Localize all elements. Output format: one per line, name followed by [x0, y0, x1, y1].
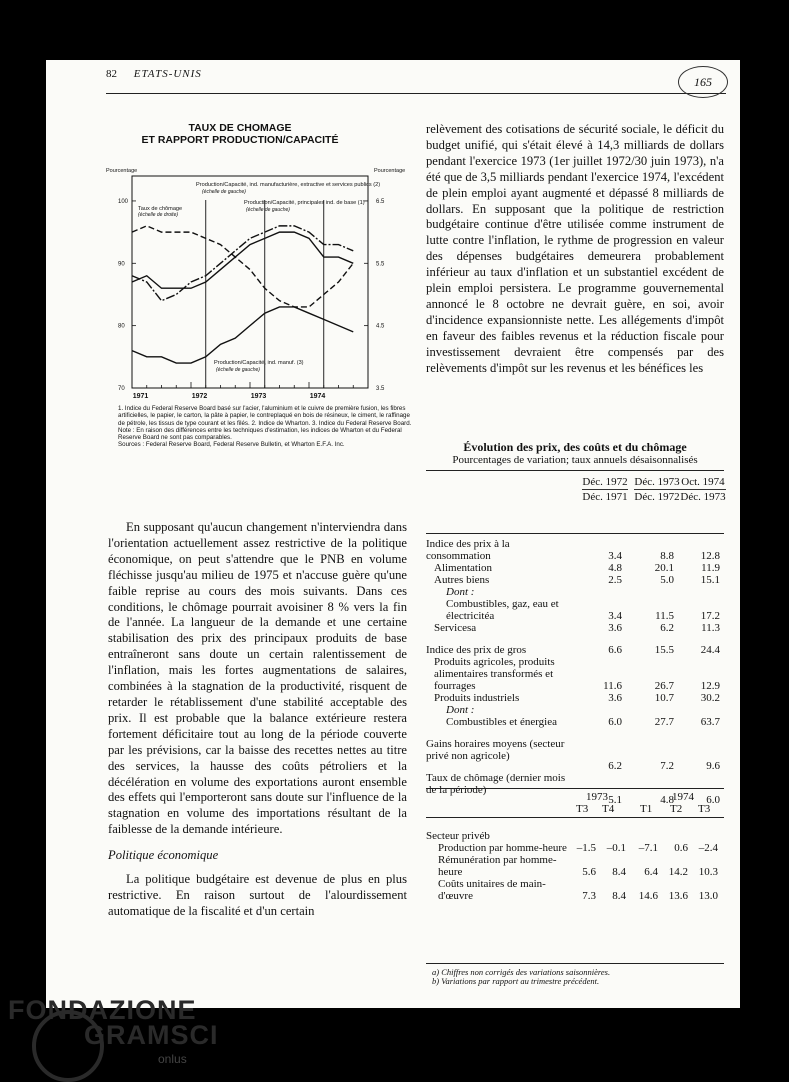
table-cell: 11.5: [655, 610, 674, 622]
table-cell: 11.3: [701, 622, 720, 634]
table-cell: 8.8: [660, 550, 674, 562]
table-column-headers: [426, 471, 724, 534]
table-cell: 5.1: [608, 794, 622, 806]
cost-cell: –7.1: [638, 842, 658, 854]
quarter-label: T3: [698, 803, 711, 815]
table-cell: 6.6: [608, 644, 622, 656]
column-header-3: [680, 477, 726, 503]
x-tick-label: 1973: [250, 393, 267, 400]
right-column: [426, 122, 724, 377]
table-bottom-rule: [426, 963, 724, 964]
quarter-label: T1: [640, 803, 653, 815]
column-header-top: Déc. 1972: [582, 476, 628, 488]
table-cell: 2.5: [608, 574, 622, 586]
right-axis-label: Pourcentage: [374, 168, 406, 174]
chart-note-3: Sources : Federal Reserve Board, Federal Reserve Bulletin, et Wharton E.F.A. Inc.: [118, 441, 345, 449]
table-cell: 5.0: [660, 574, 674, 586]
table-subtitle: Pourcentages de variation; taux annuels désaisonnalisés: [452, 454, 698, 466]
cost-cell: –2.4: [698, 842, 718, 854]
annotation: Production/Capacité, principales ind. de base (1): [244, 200, 365, 206]
column-header-2: [634, 477, 680, 503]
chart-title-line2: ET RAPPORT PRODUCTION/CAPACITÉ: [141, 134, 339, 146]
table-row-label: Autres biens: [434, 574, 490, 586]
annotation: Taux de chômage: [138, 206, 183, 212]
page-header: [106, 68, 202, 80]
cost-table-body: [426, 818, 724, 958]
table-cell: 4.8: [608, 562, 622, 574]
x-tick-label: 1974: [309, 393, 326, 400]
cost-row-label: Coûts unitaires de main-d'œuvre: [438, 878, 546, 902]
cost-cell: –0.1: [606, 842, 626, 854]
left-axis-label: Pourcentage: [106, 168, 138, 174]
year-1973: 1973: [586, 791, 608, 803]
table-row-label: Dont :: [446, 586, 475, 598]
document-page: [46, 60, 740, 1008]
header-rule: [106, 93, 726, 94]
table-cell: 15.5: [654, 644, 674, 656]
column-header-top: Déc. 1973: [634, 476, 680, 488]
left-tick-label: 100: [118, 198, 129, 205]
watermark-line2: GRAMSCI: [84, 1020, 219, 1050]
quarter-label: T2: [670, 803, 683, 815]
chart-notes: [118, 405, 418, 449]
footnote-b: b) Variations par rapport au trimestre précédent.: [432, 976, 600, 986]
cost-cell: 5.6: [582, 866, 596, 878]
table-row-label: Dont :: [446, 704, 475, 716]
page-number: 82: [106, 68, 117, 80]
table-cell: 11.9: [701, 562, 720, 574]
price-table: [426, 470, 724, 808]
table-cell: 9.6: [706, 760, 720, 772]
left-tick-label: 90: [118, 261, 125, 268]
series-line-1: [132, 232, 353, 288]
year-1974: 1974: [672, 791, 694, 803]
annotation: (échelle de droite): [138, 212, 179, 218]
archive-stamp: 165: [678, 66, 728, 98]
annotation: (échelle de gauche): [202, 189, 246, 195]
table-cell: 3.6: [608, 692, 622, 704]
cost-cell: 6.4: [644, 866, 658, 878]
chart-title: [110, 122, 370, 146]
cost-cell: 8.4: [612, 866, 626, 878]
table-cell: 15.1: [700, 574, 720, 586]
table-row-label: Produits industriels: [434, 692, 520, 704]
footnote-a: a) Chiffres non corrigés des variations saisonnières.: [432, 967, 611, 977]
table-row-label: Alimentation: [434, 562, 493, 574]
left-tick-label: 80: [118, 323, 125, 330]
table-cell: 27.7: [654, 716, 674, 728]
annotation: Production/Capacité, ind. manuf. (3): [214, 360, 304, 366]
series-line-3: [132, 307, 353, 363]
x-tick-label: 1971: [132, 393, 149, 400]
column-header-bottom: Déc. 1971: [582, 491, 628, 503]
left-column: [108, 520, 407, 920]
unemployment-capacity-chart: [106, 166, 406, 404]
table-footnotes: [432, 968, 610, 986]
cost-cell: 0.6: [674, 842, 688, 854]
cost-cell: 14.6: [638, 890, 658, 902]
annotation: (échelle de gauche): [216, 367, 260, 373]
quarter-label: T3: [576, 803, 589, 815]
cost-table-header: [426, 789, 724, 818]
column-header-1: [582, 477, 628, 503]
table-cell: 3.4: [608, 610, 622, 622]
column-header-bottom: Déc. 1973: [680, 491, 726, 503]
table-cell: 6.0: [706, 794, 720, 806]
running-title: ETATS-UNIS: [133, 68, 202, 80]
cost-table: [426, 788, 724, 958]
table-cell: 6.2: [608, 760, 622, 772]
right-tick-label: 3.5: [376, 386, 385, 392]
section-label: Secteur privéb: [426, 830, 490, 842]
right-tick-label: 4.5: [376, 323, 385, 330]
table-row-label: Taux de chômage (dernier mois de la période): [426, 772, 566, 796]
table-row-label: Indice des prix de gros: [426, 644, 527, 656]
table-cell: 6.0: [608, 716, 622, 728]
table-cell: 63.7: [700, 716, 720, 728]
table-body: [426, 534, 724, 808]
table-cell: 12.8: [700, 550, 720, 562]
cost-cell: 14.2: [668, 866, 688, 878]
right-tick-label: 5.5: [376, 261, 385, 268]
x-tick-label: 1972: [191, 393, 208, 400]
cost-cell: 13.6: [668, 890, 688, 902]
cost-row-label: Rémunération par homme-heure: [438, 854, 557, 878]
cost-cell: 10.3: [698, 866, 718, 878]
table-row-label: Produits agricoles, produits alimentaires transformés et fourrages: [434, 656, 555, 692]
series-line-0: [132, 226, 353, 307]
table-cell: 26.7: [654, 680, 674, 692]
table-cell: 24.4: [700, 644, 720, 656]
cost-cell: 7.3: [582, 890, 596, 902]
annotation: (échelle de gauche): [246, 207, 290, 213]
right-tick-label: 6.5: [376, 198, 385, 205]
table-cell: 7.2: [660, 760, 674, 772]
table-cell: 10.7: [654, 692, 674, 704]
table-row-label: Combustibles et énergiea: [446, 716, 557, 728]
cost-cell: 8.4: [612, 890, 626, 902]
chart-note-1: 1. Indice du Federal Reserve Board basé sur l'acier, l'aluminium et le cuivre de première fusion, les fibres artificielles, le papier, le carton, la pâte à papier, le contreplaqué en bois de résineux, le ciment, le raffinage de pétrole, les tissus de type courant et les filés. 2. Indice de Wharton. 3. Indice du Federal Reserve Board.: [118, 405, 412, 427]
table-row-label: Gains horaires moyens (secteur privé non agricole): [426, 738, 565, 762]
cost-cell: –1.5: [576, 842, 596, 854]
left-paragraph-1: En supposant qu'aucun changement n'interviendra dans l'orientation actuellement assez restrictive de la politique économique, on peut s'attendre que le PNB en volume fléchisse jusqu'au milieu de 1975 et n'accuse guère qu'une faible reprise au cours des mois suivants. Dans ces conditions, le chômage pourrait avoisiner 8 % vers la fin de l'année. La langueur de la demande et une certaine stabilisation des prix des principaux produits de base entraîneront sans doute un certain ralentissement de l'inflation, mais les fortes augmentations de salaires, combinées à la stagnation de la productivité, risquent de retarder le rétablissement d'une stabilité acceptable des prix. Il est probable que la balance extérieure restera fortement déficitaire tout au long de la période couverte par les prévisions, car la baisse des recettes nettes au titre des services, la hausse des coûts pétroliers et la décélération en volume des exportations auront ensemble des effets qui l'emporteront sans doute sur l'influence de la stagnation en volume des importations résultant de la faiblesse de la demande intérieure.: [108, 520, 407, 837]
section-heading: Politique économique: [108, 848, 219, 863]
cost-cell: 13.0: [698, 890, 718, 902]
table-cell: 11.6: [603, 680, 622, 692]
left-tick-label: 70: [118, 386, 125, 392]
table-cell: 20.1: [654, 562, 674, 574]
table-cell: 3.4: [608, 550, 622, 562]
table-cell: 4.8: [660, 794, 674, 806]
table-row-label: Indice des prix à la consommation: [426, 538, 510, 562]
chart-note-2: Note : En raison des différences entre les techniques d'estimation, les indices de Wharton et du Federal Reserve Board ne sont pas comparables.: [118, 426, 402, 442]
table-row-label: Servicesa: [434, 622, 477, 634]
left-paragraph-2: La politique budgétaire est devenue de plus en plus restrictive. En raison surtout de l'alourdissement automatique de la fiscalité et d'un certain: [108, 872, 407, 918]
table-row-label: Combustibles, gaz, eau et électricitéa: [446, 598, 559, 622]
right-paragraph-1: relèvement des cotisations de sécurité sociale, le déficit du budget unifié, qui s'était élevé à 14,3 milliards de dollars pendant l'exercice 1973 (1er juillet 1972/30 juin 1973), n'a été que de 3,5 milliards pendant l'exercice 1974, l'excédent de plein emploi ayant augmenté et dépassé 8 milliards de dollars. En supposant que la politique de restriction budgétaire continue d'être utilisée comme instrument de lutte contre l'inflation, le rythme de progression en valeur des dépenses budgétaires demeurera probablement inférieur au taux d'inflation et un substantiel excédent de plein emploi persistera. Le programme gouvernemental annoncé le 8 octobre ne devrait guère, en soi, avoir d'incidence expansionniste nette. Les allégements d'impôt en faveur des faibles revenus et la réduction fiscale pour investissement devraient être compensés par des relèvements d'impôt sur les revenus et les bénéfices les: [426, 122, 724, 375]
table-title: Évolution des prix, des coûts et du chômage: [463, 440, 687, 454]
cost-row-label: Production par homme-heure: [438, 842, 567, 854]
table-cell: 12.9: [700, 680, 720, 692]
watermark-line1: FONDAZIONE: [8, 995, 197, 1025]
column-header-bottom: Déc. 1972: [634, 491, 680, 503]
quarter-label: T4: [602, 803, 615, 815]
annotation: Production/Capacité, ind. manufacturière, extractive et services publics (2): [196, 182, 381, 188]
column-header-top: Oct. 1974: [681, 476, 725, 488]
table-cell: 3.6: [608, 622, 622, 634]
table-cell: 6.2: [660, 622, 674, 634]
watermark-line3: onlus: [158, 1052, 187, 1066]
table-cell: 30.2: [700, 692, 720, 704]
table-cell: 17.2: [700, 610, 720, 622]
chart-title-line1: TAUX DE CHOMAGE: [188, 122, 292, 134]
